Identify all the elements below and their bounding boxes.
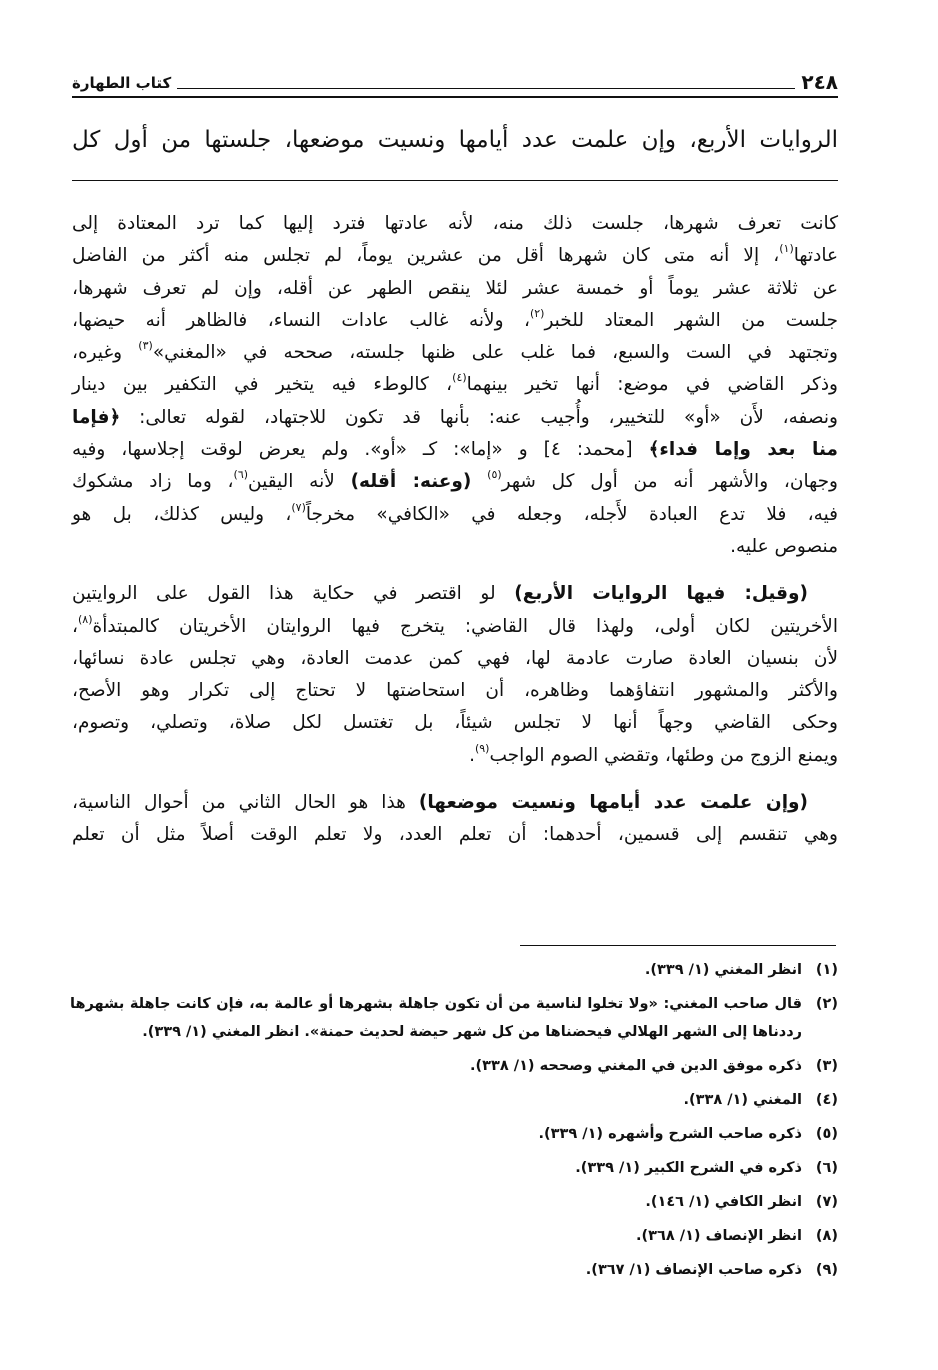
- text-segment: .: [469, 744, 475, 766]
- text-segment: [471, 471, 487, 492]
- footnote: [70, 990, 838, 1046]
- text-segment: منصوص عليه.: [730, 535, 838, 557]
- footnote-text: انظر المغني (١/ ٣٣٩).: [644, 962, 802, 978]
- footnote-text: قال صاحب المغني: «ولا تخلوا لناسية من أن تكون جاهلة بشهرها أو عالمة به، فإن كانت جاهلة بشهرها رددناها إلى الشهر الهلالي فيحضناها من كل شهر حيضة لحديث حمنة». انظر المغني (١/ ٣٣٩).: [70, 996, 802, 1040]
- text-segment: فيه، فلا تدع العبادة لأَجله، وجعله في «الكافي» مخرجاً: [305, 503, 838, 525]
- footnote-ref: (٨): [77, 612, 93, 626]
- matn-quote: (وقيل: فيها الروايات الأربع): [514, 583, 809, 605]
- text-segment: لو اقتصر في حكاية هذا القول على الروايتين: [72, 583, 515, 605]
- footnote-text: انظر الإنصاف (١/ ٣٦٨).: [636, 1228, 802, 1244]
- running-title: كتاب الطهارة: [72, 74, 172, 92]
- text-segment: عادتها: [793, 245, 838, 267]
- footnote-divider: [520, 945, 836, 946]
- text-line: [72, 499, 838, 531]
- footnote-number: (١): [815, 962, 838, 978]
- text-segment: ،: [72, 615, 78, 637]
- text-segment: جلست من الشهر المعتاد للخبر: [544, 309, 838, 331]
- text-segment: ، وليس كذلك، بل هو: [72, 503, 292, 525]
- text-line: [72, 531, 838, 563]
- text-line: [72, 740, 838, 772]
- page-header: [72, 60, 838, 94]
- text-line: [72, 240, 838, 272]
- footnote-ref: (٤): [452, 371, 467, 385]
- footnote-ref: (٧): [291, 500, 306, 514]
- footnote-number: (٥): [815, 1126, 838, 1142]
- text-line: [72, 369, 838, 401]
- text-line: [72, 305, 838, 337]
- footnote-number: (٣): [815, 1058, 838, 1074]
- text-segment: الأخريتين لكان أولى، ولهذا قال القاضي: يتخرج فيها الروايتان الأخريتان كالمبتدأة: [92, 615, 838, 637]
- text-segment: وغيره،: [72, 342, 139, 364]
- footnote-ref: (٣): [138, 339, 153, 353]
- text-line: [72, 643, 838, 675]
- text-line: [72, 434, 838, 466]
- footnote-number: (٨): [815, 1228, 838, 1244]
- text-segment: وتجتهد في الست والسبع، فما غلب على ظنها جلسته، صححه في «المغني»: [152, 342, 838, 364]
- matn-divider: [72, 180, 838, 181]
- footnote: [70, 1086, 838, 1114]
- text-segment: ، وما زاد مشكوك: [72, 471, 234, 493]
- matn-quote: ﴿فإما: [72, 406, 121, 428]
- footnote-ref: (١): [779, 242, 794, 256]
- text-segment: ، كالوطء فيه يتخير في التكفير بين دينار: [72, 374, 453, 396]
- text-segment: عن ثلاثة عشر يوماً أو خمسة عشر لئلا ينقص الطهر عن أقله، وإن لم تعرف شهرها،: [72, 277, 838, 299]
- footnote-text: ذكره موفق الدين في المغني وصححه (١/ ٣٣٨).: [470, 1058, 802, 1074]
- text-line: [72, 466, 838, 498]
- text-line: [72, 337, 838, 369]
- text-segment: لأن بنسيان العادة صارت عادمة لها، فهي كمن عدمت العادة، وهي تجلس عادة نسائها،: [72, 647, 838, 669]
- text-segment: وذكر القاضي في موضع: أنها تخير بينهما: [466, 374, 838, 396]
- footnote-number: (٢): [815, 996, 838, 1012]
- text-segment: [محمد: ٤] و «إما»: كـ «أو». ولم يعرض لوقت إجلاسها، وفيه: [72, 439, 649, 461]
- text-segment: ، ولأنه غالب عادات النساء، فالظاهر أنه حيضها،: [72, 309, 530, 331]
- text-line: [72, 675, 838, 707]
- footnote-text: ذكره في الشرح الكبير (١/ ٣٣٩).: [575, 1160, 802, 1176]
- footnote-text: المغني (١/ ٣٣٨).: [683, 1092, 802, 1108]
- page-number: ٢٤٨: [801, 70, 838, 94]
- commentary-body: [72, 208, 838, 867]
- footnote: [70, 1154, 838, 1182]
- paragraph: [72, 787, 838, 852]
- text-segment: ، إلا أنه متى كان شهرها أقل من عشرين يوماً، لم تجلس منه أكثر من الفاضل: [72, 245, 780, 267]
- text-line: [72, 707, 838, 739]
- text-line: [72, 402, 838, 434]
- text-segment: والأكثر والمشهور انتفاؤهما وظاهره، أن استحاضتها لا تحتاج إلى تكرار وهو الأصح،: [72, 680, 838, 702]
- footnote-number: (٧): [815, 1194, 838, 1210]
- text-segment: لأنه اليقين: [248, 471, 351, 493]
- footnote: [70, 1120, 838, 1148]
- footnote-ref: (٢): [529, 306, 545, 320]
- footnote: [70, 1222, 838, 1250]
- footnotes: [70, 956, 838, 1290]
- footnote: [70, 1188, 838, 1216]
- matn-text: الروايات الأربع، وإن علمت عدد أيامها ونسيت موضعها، جلستها من أول كل: [72, 127, 838, 153]
- text-line: [72, 611, 838, 643]
- text-line: [72, 787, 838, 819]
- matn-quote: (وعنه: أقله): [350, 471, 472, 493]
- footnote-number: (٤): [815, 1092, 838, 1108]
- text-line: [72, 819, 838, 851]
- footnote-number: (٦): [815, 1160, 838, 1176]
- footnote-text: ذكره صاحب الإنصاف (١/ ٣٦٧).: [585, 1262, 802, 1278]
- matn-quote: (وإن علمت عدد أيامها ونسيت موضعها): [418, 792, 808, 814]
- footnote-ref: (٥): [487, 468, 502, 482]
- footnote-text: ذكره صاحب الشرح وأشهره (١/ ٣٣٩).: [538, 1126, 802, 1142]
- footnote-text: انظر الكافي (١/ ١٤٦).: [645, 1194, 802, 1210]
- text-line: [72, 273, 838, 305]
- footnote: [70, 1052, 838, 1080]
- footnote: [70, 956, 838, 984]
- text-segment: كانت تعرف شهرها، جلست ذلك منه، لأنه عادتها فترد إليها كما ترد المعتادة إلى: [72, 213, 838, 234]
- matn-quote: منا بعد وإما فداء﴾: [648, 439, 838, 461]
- text-segment: وحكى القاضي وجهاً أنها لا تجلس شيئاً، بل تغتسل لكل صلاة، وتصلي، وتصوم،: [72, 712, 838, 734]
- paragraph: [72, 578, 838, 772]
- footnote-number: (٩): [815, 1262, 838, 1278]
- text-segment: ونصفه، لأَن «أو» للتخيير، وأُجيب عنه: بأنها قد تكون للاجتهاد، لقوله تعالى:: [120, 406, 838, 428]
- text-segment: وجهان، والأشهر أنه من أول كل شهر: [501, 471, 838, 493]
- paragraph: [72, 208, 838, 563]
- text-segment: هذا هو الحال الثاني من أحوال الناسية،: [72, 792, 419, 814]
- text-line: [72, 578, 838, 610]
- footnote-ref: (٦): [233, 468, 249, 482]
- text-segment: ويمنع الزوج من وطئها، وتقضي الصوم الواجب: [489, 744, 838, 766]
- footnote: [70, 1256, 838, 1284]
- header-divider: [72, 96, 838, 98]
- text-line: [72, 208, 838, 240]
- footnote-ref: (٩): [474, 741, 490, 755]
- header-rule: [177, 88, 795, 89]
- text-segment: وهي تنقسم إلى قسمين، أحدهما: أن تعلم العدد، ولا تعلم الوقت أصلاً مثل أن تعلم: [72, 824, 838, 846]
